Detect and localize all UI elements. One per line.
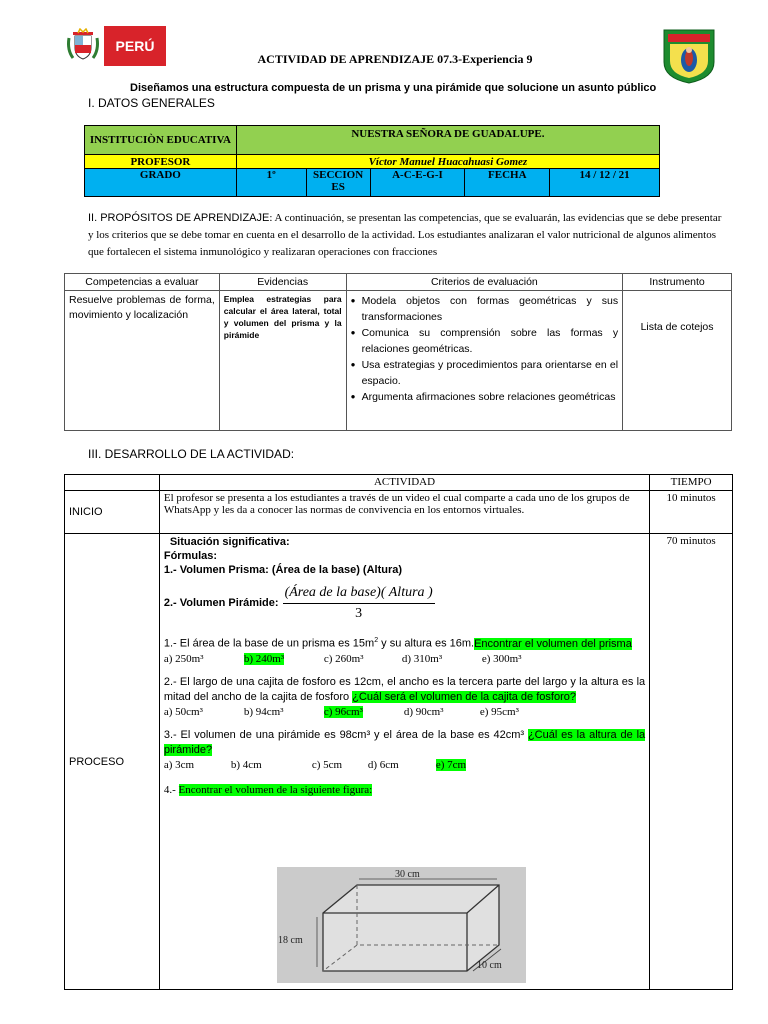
option: a) 250m³: [163, 652, 204, 665]
option-correct: b) 240m³: [243, 652, 285, 665]
option: a) 3cm: [163, 758, 195, 771]
formula-fraction: [283, 585, 435, 622]
prism-figure: [277, 867, 526, 983]
proceso-label: PROCESO: [65, 534, 160, 990]
criterio-item: ● Argumenta afirmaciones sobre relaciones geométricas: [351, 389, 619, 405]
formula-denominator: 3: [355, 605, 363, 621]
criterio-item: ● Usa estrategias y procedimientos para orientarse en el espacio.: [351, 357, 619, 389]
header-competencias: Competencias a evaluar: [65, 274, 220, 291]
formula-numerator: (Área de la base)( Altura ): [283, 585, 435, 604]
header-evidencias: Evidencias: [219, 274, 346, 291]
seccion-value: A-C-E-G-I: [370, 169, 465, 197]
competencias-table: [64, 273, 732, 431]
profesor-label: PROFESOR: [85, 155, 237, 169]
header-actividad: ACTIVIDAD: [159, 475, 649, 491]
question-2: 2.- El largo de una cajita de fosforo es 12cm, el ancho es la tercera parte del largo y la altura es la mitad del ancho de la cajita de fosforo ¿Cuál será el volumen de la cajita de fosforo?: [163, 675, 646, 703]
figure-height-label: 18 cm: [278, 935, 303, 946]
question-2-highlight: ¿Cuál será el volumen de la cajita de fosforo?: [352, 690, 576, 703]
section-heading-propositos: II. PROPÓSITOS DE APRENDIZAJE: [88, 212, 270, 224]
formula-prisma: 1.- Volumen Prisma: (Área de la base) (Altura): [163, 564, 403, 576]
criterios-list: [346, 291, 623, 431]
grado-label: GRADO: [85, 169, 237, 197]
formulas-heading: Fórmulas:: [163, 550, 218, 562]
header-empty: [65, 475, 160, 491]
criterio-item: ● Comunica su comprensión sobre las formas y relaciones geométricas.: [351, 325, 619, 357]
situacion-heading: Situación significativa:: [169, 536, 290, 548]
institucion-label: INSTITUCIÒN EDUCATIVA: [85, 126, 237, 155]
figure-length-label: 30 cm: [395, 869, 420, 880]
evidencia-text: Emplea estrategias para calcular el área lateral, total y volumen del prisma y la pirámide: [219, 291, 346, 431]
inicio-label: INICIO: [65, 491, 160, 534]
question-1-highlight: Encontrar el volumen del prisma: [474, 637, 632, 650]
activity-title: ACTIVIDAD DE APRENDIZAJE 07.3-Experiencia 9: [257, 52, 533, 66]
option: b) 94cm³: [243, 705, 284, 718]
figure-width-label: 10 cm: [477, 960, 502, 971]
question-3: 3.- El volumen de una pirámide es 98cm³ y el área de la base es 42cm³ ¿Cuál es la altura de la pirámide?: [163, 728, 646, 756]
criterio-item: ● Modela objetos con formas geométricas y sus transformaciones: [351, 293, 619, 325]
header-tiempo: TIEMPO: [650, 475, 733, 491]
header-criterios: Criterios de evaluación: [346, 274, 623, 291]
question-3-highlight: ¿Cuál es la altura de la pirámide?: [163, 728, 646, 756]
option: d) 310m³: [401, 652, 443, 665]
inicio-text: El profesor se presenta a los estudiantes a través de un video el cual comparte a cada uno de los grupos de WhatsApp y les da a conocer las normas de convivencia en los entornos virtuales.: [159, 491, 649, 534]
question-1: 1.- El área de la base de un prisma es $15m^2$ y su altura es 16m.Encontrar el volumen del prisma: [163, 637, 632, 650]
option: c) 5cm: [311, 758, 343, 771]
option: d) 6cm: [367, 758, 399, 771]
question-4: 4.- Encontrar el volumen de la siguiente figura:: [163, 783, 373, 796]
prism-drawing: [277, 867, 526, 983]
grado-value: 1º: [236, 169, 306, 197]
option-correct: c) 96cm³: [323, 705, 363, 718]
datos-generales-table: [84, 125, 660, 197]
option: b) 4cm: [230, 758, 262, 771]
option: a) 50cm³: [163, 705, 203, 718]
proceso-time: 70 minutos: [650, 534, 733, 990]
option: c) 260m³: [323, 652, 364, 665]
formula-piramide: [164, 583, 645, 623]
activity-subtitle: Diseñamos una estructura compuesta de un prisma y una pirámide que solucione un asunto público: [130, 82, 657, 94]
competencia-text: Resuelve problemas de forma, movimiento y localización: [65, 291, 220, 431]
section-heading-desarrollo: III. DESARROLLO DE LA ACTIVIDAD:: [88, 447, 295, 461]
propositos-paragraph: [88, 210, 728, 261]
section-heading-datos-generales: I. DATOS GENERALES: [88, 96, 215, 110]
inicio-time: 10 minutos: [650, 491, 733, 534]
option: d) 90cm³: [403, 705, 444, 718]
profesor-value: Víctor Manuel Huacahuasi Gomez: [236, 155, 659, 169]
propositos-text: : A continuación, se presentan las competencias, que se evaluarán, las evidencias que se debe presentar y los criterios que se debe tomar en cuenta en el desarrollo de la actividad. Los estudiantes analizaran el valor nutricional de algunos alimentos que fortalecen el sistema inmunológico y realizaran operaciones con fracciones: [88, 212, 722, 258]
option-correct: e) 7cm: [435, 758, 467, 771]
question-4-highlight: Encontrar el volumen de la siguiente figura:: [178, 783, 373, 796]
seccion-label: SECCION ES: [306, 169, 370, 197]
institucion-value: NUESTRA SEÑORA DE GUADALUPE.: [236, 126, 659, 155]
header-instrumento: Instrumento: [623, 274, 732, 291]
question-1-options: [164, 653, 645, 665]
fecha-label: FECHA: [465, 169, 550, 197]
question-3-options: [164, 759, 645, 771]
formula-piramide-label: 2.- Volumen Pirámide:: [163, 597, 279, 609]
option: e) 300m³: [481, 652, 522, 665]
fecha-value: 14 / 12 / 21: [550, 169, 660, 197]
peru-label: PERÚ: [104, 26, 166, 66]
option: e) 95cm³: [479, 705, 519, 718]
question-2-options: [164, 706, 645, 718]
instrumento-text: Lista de cotejos: [623, 291, 732, 431]
